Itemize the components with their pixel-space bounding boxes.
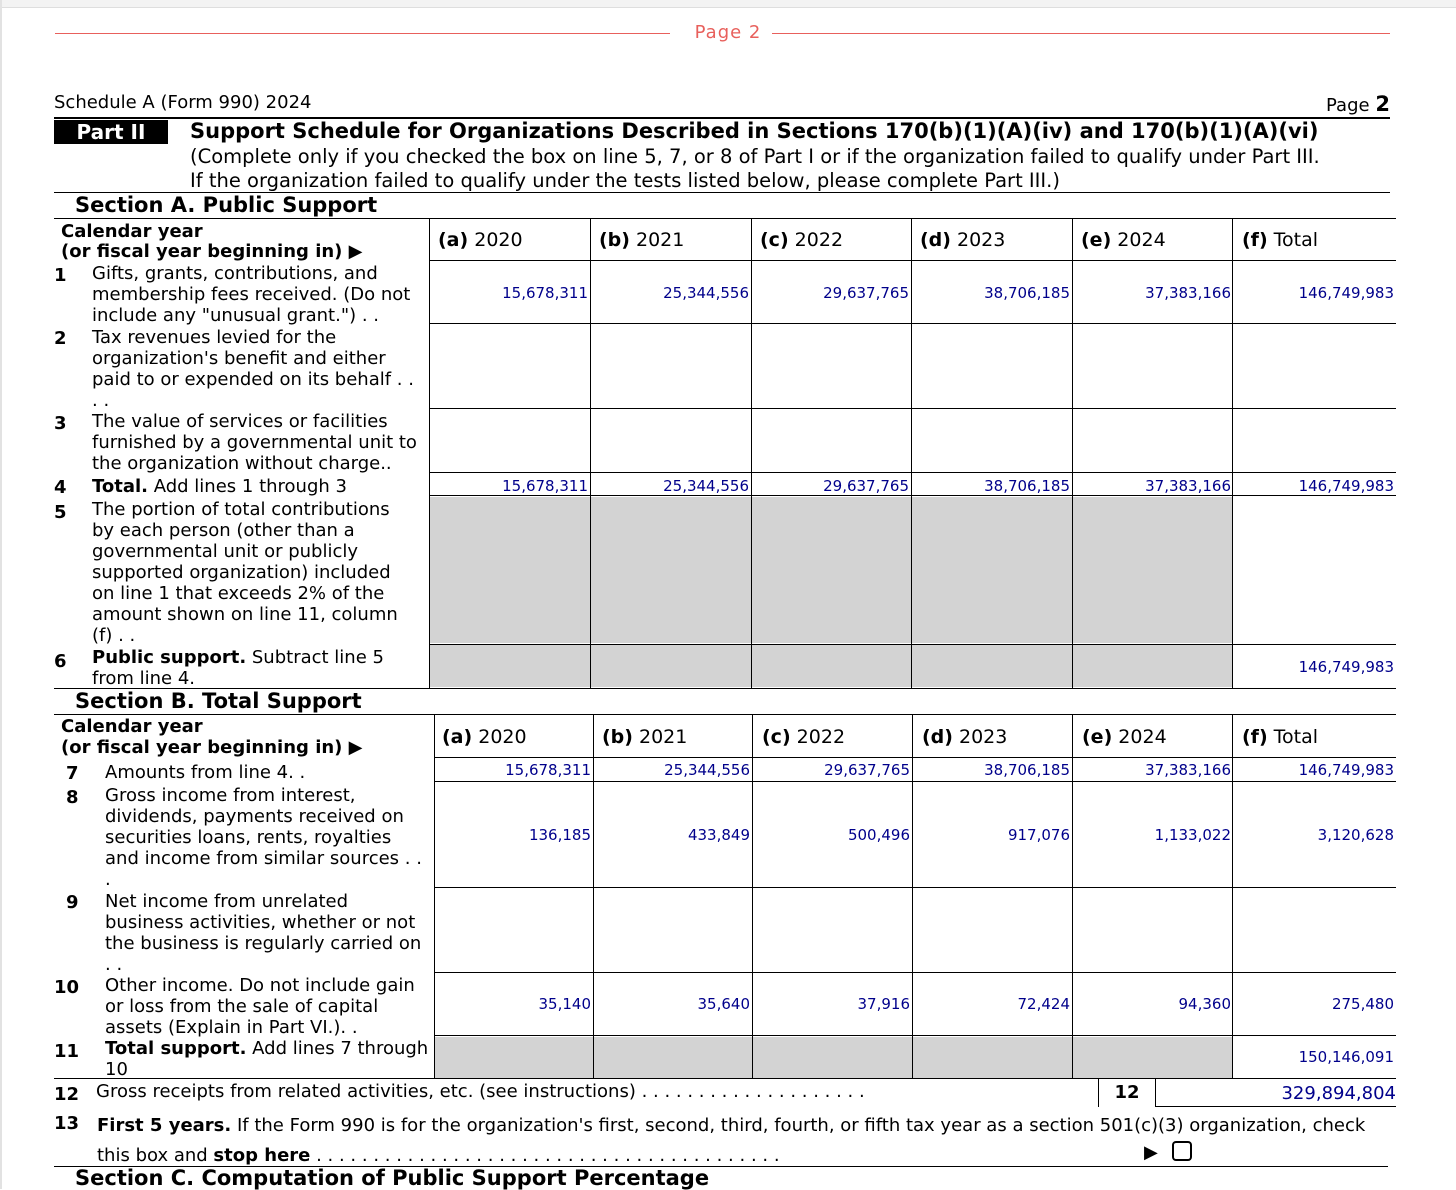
line-10-value-2020: 35,140	[538, 995, 591, 1013]
line-8-value-total: 3,120,628	[1317, 826, 1394, 844]
part-instruction-1: (Complete only if you checked the box on line 5, 7, or 8 of Part I or if the organization failed to qualify under Part III.	[190, 145, 1320, 168]
grid-line	[429, 495, 1396, 496]
line-6-value-total: 146,749,983	[1298, 658, 1394, 676]
line-10-value-2022: 37,916	[857, 995, 910, 1013]
col-a-header: (a) 2020	[438, 229, 523, 251]
grid-line	[434, 887, 1396, 888]
line-8-value-2021: 433,849	[687, 826, 750, 844]
line-4-value-2023: 38,706,185	[984, 477, 1070, 495]
col-d-header: (d) 2023	[920, 229, 1006, 251]
grid-line	[429, 408, 1396, 409]
line-12-box-label: 12	[1098, 1079, 1156, 1107]
window-top-edge	[0, 0, 1456, 8]
part-instruction-2: If the organization failed to qualify under the tests listed below, please complete Part III.)	[190, 169, 1060, 192]
line-1-value-2020: 15,678,311	[502, 284, 588, 302]
part-label: Part II	[54, 120, 168, 144]
col-a-header-b: (a) 2020	[442, 726, 527, 748]
line-7-value-2020: 15,678,311	[505, 761, 591, 779]
line-13-text-2: this box and stop here . . . . . . . . . . . . . . . . . . . . . . . . . . . . . . . . . . . . . . . . .	[97, 1145, 780, 1166]
line-10-value-2024: 94,360	[1178, 995, 1231, 1013]
grid-line	[434, 757, 1396, 758]
grid-line	[1232, 714, 1233, 1078]
grid-line	[429, 472, 1396, 473]
section-b-rule	[54, 714, 1396, 715]
line-8-value-2022: 500,496	[847, 826, 910, 844]
line-13-number: 13	[54, 1113, 80, 1134]
line-6-shading	[429, 645, 1232, 687]
grid-line	[1232, 218, 1233, 688]
line-9-description: Net income from unrelated business activities, whether or not the business is regularly carried on . .	[105, 891, 422, 975]
line-12-description: Gross receipts from related activities, etc. (see instructions) . . . . . . . . . . . . . . . . . . . .	[96, 1081, 865, 1102]
line-10-number: 10	[54, 977, 80, 998]
line-10-value-2023: 72,424	[1017, 995, 1070, 1013]
line-1-value-2021: 25,344,556	[663, 284, 749, 302]
col-d-header-b: (d) 2023	[922, 726, 1008, 748]
line-4-value-2024: 37,383,166	[1145, 477, 1231, 495]
line-12-number: 12	[54, 1084, 80, 1105]
line-8-number: 8	[66, 787, 79, 808]
grid-line	[429, 323, 1396, 324]
line-2-number: 2	[54, 328, 67, 349]
line-3-number: 3	[54, 413, 67, 434]
grid-line	[911, 218, 912, 688]
line-13-arrow: ▶	[1144, 1142, 1158, 1163]
section-b-year-sublabel: (or fiscal year beginning in) ▶	[61, 737, 363, 758]
grid-line	[593, 714, 594, 1078]
line-4-value-2022: 29,637,765	[823, 477, 909, 495]
page-number-value: 2	[1375, 92, 1390, 116]
line-12-underline	[1156, 1106, 1396, 1107]
col-b-header: (b) 2021	[599, 229, 685, 251]
line-11-shading	[434, 1037, 1232, 1078]
grid-line	[752, 714, 753, 1078]
line-9-number: 9	[66, 892, 79, 913]
section-a-title: Section A. Public Support	[75, 193, 378, 217]
grid-line	[751, 218, 752, 688]
grid-line	[590, 218, 591, 688]
line-7-value-2023: 38,706,185	[984, 761, 1070, 779]
col-f-header: (f) Total	[1242, 229, 1319, 251]
line-1-value-2023: 38,706,185	[984, 284, 1070, 302]
line-6-number: 6	[54, 651, 67, 672]
grid-line	[429, 260, 1396, 261]
section-b-title: Section B. Total Support	[75, 689, 362, 713]
line-6-description: Public support. Subtract line 5 from line 4.	[92, 647, 384, 689]
line-5-number: 5	[54, 502, 67, 523]
section-b-year-label: Calendar year	[61, 716, 203, 737]
line-11-number: 11	[54, 1041, 80, 1062]
line-7-number: 7	[66, 763, 79, 784]
line-10-value-2021: 35,640	[697, 995, 750, 1013]
line-7-value-2024: 37,383,166	[1145, 761, 1231, 779]
line-13-text: First 5 years. If the Form 990 is for the organization's first, second, third, fourth, or fifth tax year as a section 501(c)(3) organization, check	[97, 1115, 1366, 1136]
grid-line	[912, 714, 913, 1078]
line-7-value-total: 146,749,983	[1298, 761, 1394, 779]
line-8-value-2023: 917,076	[1007, 826, 1070, 844]
line-4-description: Total. Add lines 1 through 3	[92, 476, 347, 497]
window-left-edge	[0, 0, 2, 1189]
grid-line	[1072, 714, 1073, 1078]
line-4-number: 4	[54, 477, 67, 498]
line-8-description: Gross income from interest, dividends, payments received on securities loans, rents, royalties and income from similar sources . . .	[105, 785, 422, 890]
part-title: Support Schedule for Organizations Described in Sections 170(b)(1)(A)(iv) and 170(b)(1)(A)(vi)	[190, 119, 1319, 143]
line-8-value-2024: 1,133,022	[1154, 826, 1231, 844]
line-1-value-2022: 29,637,765	[823, 284, 909, 302]
grid-line	[434, 781, 1396, 782]
line-4-value-total: 146,749,983	[1298, 477, 1394, 495]
first-five-years-checkbox[interactable]	[1172, 1141, 1192, 1161]
grid-line	[434, 714, 435, 1078]
section-c-title: Section C. Computation of Public Support Percentage	[75, 1166, 710, 1190]
section-a-rule	[54, 218, 1396, 219]
line-2-description: Tax revenues levied for the organization's benefit and either paid to or expended on its behalf . . . .	[92, 327, 414, 411]
line-11-description: Total support. Add lines 7 through 10	[105, 1038, 429, 1080]
col-b-header-b: (b) 2021	[602, 726, 688, 748]
grid-line	[434, 1035, 1396, 1036]
line-7-value-2021: 25,344,556	[664, 761, 750, 779]
grid-line	[429, 644, 1396, 645]
col-f-header-b: (f) Total	[1242, 726, 1319, 748]
line-8-value-2020: 136,185	[528, 826, 591, 844]
col-e-header: (e) 2024	[1081, 229, 1166, 251]
line-3-description: The value of services or facilities furnished by a governmental unit to the organization without charge..	[92, 411, 417, 474]
line-1-description: Gifts, grants, contributions, and membership fees received. (Do not include any "unusual grant.") . .	[92, 263, 411, 326]
line-10-description: Other income. Do not include gain or loss from the sale of capital assets (Explain in Part VI.). .	[105, 975, 415, 1038]
col-c-header-b: (c) 2022	[762, 726, 846, 748]
section-a-year-label: Calendar year	[61, 221, 203, 242]
col-e-header-b: (e) 2024	[1082, 726, 1167, 748]
form-name: Schedule A (Form 990) 2024	[54, 92, 312, 113]
line-7-description: Amounts from line 4. .	[105, 762, 306, 783]
page-marker: Page 2	[694, 22, 762, 43]
line-1-number: 1	[54, 265, 67, 286]
grid-line	[434, 972, 1396, 973]
line-4-value-2020: 15,678,311	[502, 477, 588, 495]
grid-line	[1072, 218, 1073, 688]
section-a-year-sublabel: (or fiscal year beginning in) ▶	[61, 241, 363, 262]
line-5-description: The portion of total contributions by each person (other than a governmental unit or publicly supported organization) included on line 1 that exceeds 2% of the amount shown on line 11, column (f) . .	[92, 499, 398, 646]
page-number	[1326, 92, 1390, 116]
line-1-value-total: 146,749,983	[1298, 284, 1394, 302]
page-label: Page	[1326, 95, 1370, 116]
line-4-value-2021: 25,344,556	[663, 477, 749, 495]
line-1-value-2024: 37,383,166	[1145, 284, 1231, 302]
line-12-value: 329,894,804	[1281, 1083, 1396, 1104]
line-10-value-total: 275,480	[1331, 995, 1394, 1013]
line-11-value-total: 150,146,091	[1298, 1048, 1394, 1066]
grid-line	[429, 218, 430, 688]
line-5-shading	[429, 497, 1232, 643]
line-7-value-2022: 29,637,765	[824, 761, 910, 779]
col-c-header: (c) 2022	[760, 229, 844, 251]
